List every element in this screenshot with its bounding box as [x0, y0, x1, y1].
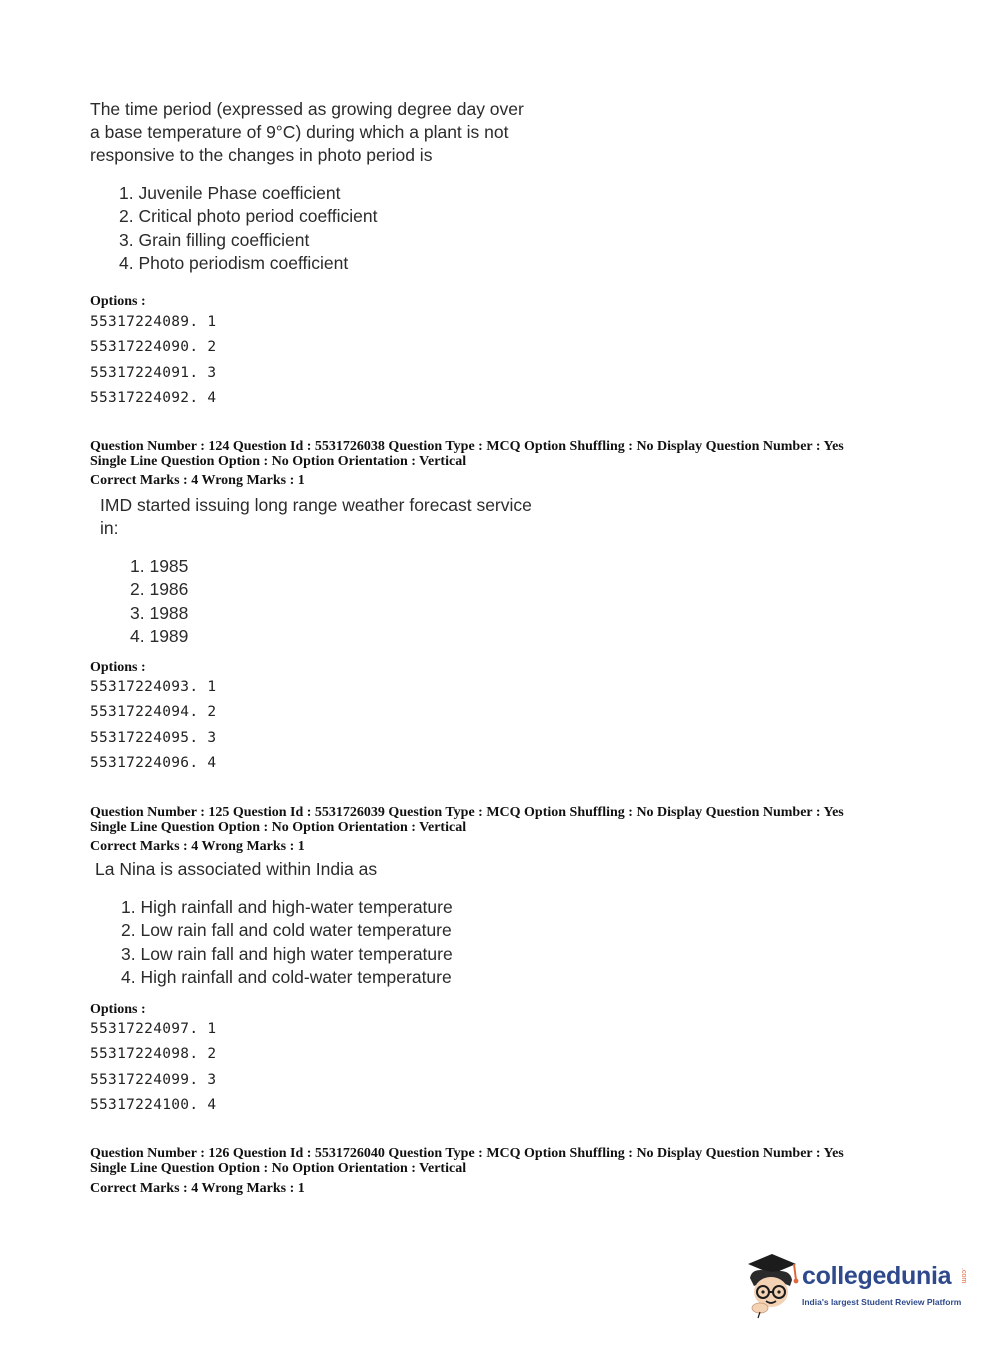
q124-choice-1: 1. 1985: [130, 556, 189, 576]
q125-choice-2: 2. Low rain fall and cold water temperature: [121, 920, 452, 941]
collegedunia-logo: [742, 1250, 972, 1320]
q125-choice-3: 3. Low rain fall and high water temperature: [121, 943, 453, 964]
q124-meta-line1: Question Number : 124 Question Id : 5531726038 Question Type : MCQ Option Shuffling : No Display Question Number : Yes: [90, 439, 844, 454]
q125-options-list: [90, 1017, 216, 1119]
q124-choice-3: 3. 1988: [130, 602, 189, 623]
q123-choice-2: 2. Critical photo period coefficient: [119, 206, 378, 227]
q126-marks: Correct Marks : 4 Wrong Marks : 1: [90, 1181, 305, 1196]
q123-option-1: 55317224089. 1: [90, 314, 217, 330]
q123-option-4: 55317224092. 4: [90, 390, 217, 407]
q125-option-2: 55317224098. 2: [90, 1046, 217, 1063]
q125-option-1: 55317224097. 1: [90, 1021, 217, 1037]
mascot-icon: [742, 1250, 802, 1320]
q124-choice-4: 4. 1989: [130, 625, 189, 646]
q125-meta-line2: Single Line Question Option : No Option Orientation : Vertical: [90, 820, 467, 835]
q125-meta-line1: Question Number : 125 Question Id : 5531726039 Question Type : MCQ Option Shuffling : No Display Question Number : Yes: [90, 805, 844, 820]
q124-question-text: IMD started issuing long range weather forecast service in:: [100, 495, 532, 538]
q125-option-3: 55317224099. 3: [90, 1071, 217, 1088]
logo-wordmark: collegedunia: [802, 1262, 952, 1290]
q124-option-2: 55317224094. 2: [90, 704, 217, 721]
q123-option-2: 55317224090. 2: [90, 339, 217, 356]
q123-options-label: Options :: [90, 294, 146, 309]
q123-choice-1: 1. Juvenile Phase coefficient: [119, 183, 341, 203]
q124-option-4: 55317224096. 4: [90, 755, 217, 772]
q125-options-label: Options :: [90, 1002, 146, 1017]
logo-tagline: India's largest Student Review Platform: [802, 1297, 962, 1307]
q125-question-text: La Nina is associated within India as: [95, 859, 378, 879]
q124-choice-2: 2. 1986: [130, 579, 189, 600]
q123-question-text: The time period (expressed as growing degree day over a base temperature of 9°C) during which a plant is not responsive to the changes in photo period is: [90, 99, 524, 165]
q124-option-1: 55317224093. 1: [90, 679, 217, 695]
q124-choices: [130, 555, 188, 648]
q125-option-4: 55317224100. 4: [90, 1097, 217, 1114]
q124-options-list: [90, 675, 216, 777]
q124-meta-line2: Single Line Question Option : No Option Orientation : Vertical: [90, 454, 467, 469]
q125-choice-4: 4. High rainfall and cold-water temperature: [121, 966, 452, 987]
q123-choices: [119, 182, 377, 275]
q124-option-3: 55317224095. 3: [90, 729, 217, 746]
q124-marks: Correct Marks : 4 Wrong Marks : 1: [90, 473, 305, 488]
q124-options-label: Options :: [90, 660, 146, 675]
q126-meta-line1: Question Number : 126 Question Id : 5531726040 Question Type : MCQ Option Shuffling : No Display Question Number : Yes: [90, 1146, 844, 1161]
q125-choices: [121, 896, 453, 989]
q123-option-3: 55317224091. 3: [90, 364, 217, 381]
q125-choice-1: 1. High rainfall and high-water temperature: [121, 897, 453, 917]
q123-options-list: [90, 310, 216, 412]
q123-choice-3: 3. Grain filling coefficient: [119, 229, 310, 250]
q126-meta-line2: Single Line Question Option : No Option Orientation : Vertical: [90, 1161, 467, 1176]
q123-choice-4: 4. Photo periodism coefficient: [119, 252, 349, 273]
logo-com: .com: [960, 1268, 967, 1284]
q125-marks: Correct Marks : 4 Wrong Marks : 1: [90, 839, 305, 854]
